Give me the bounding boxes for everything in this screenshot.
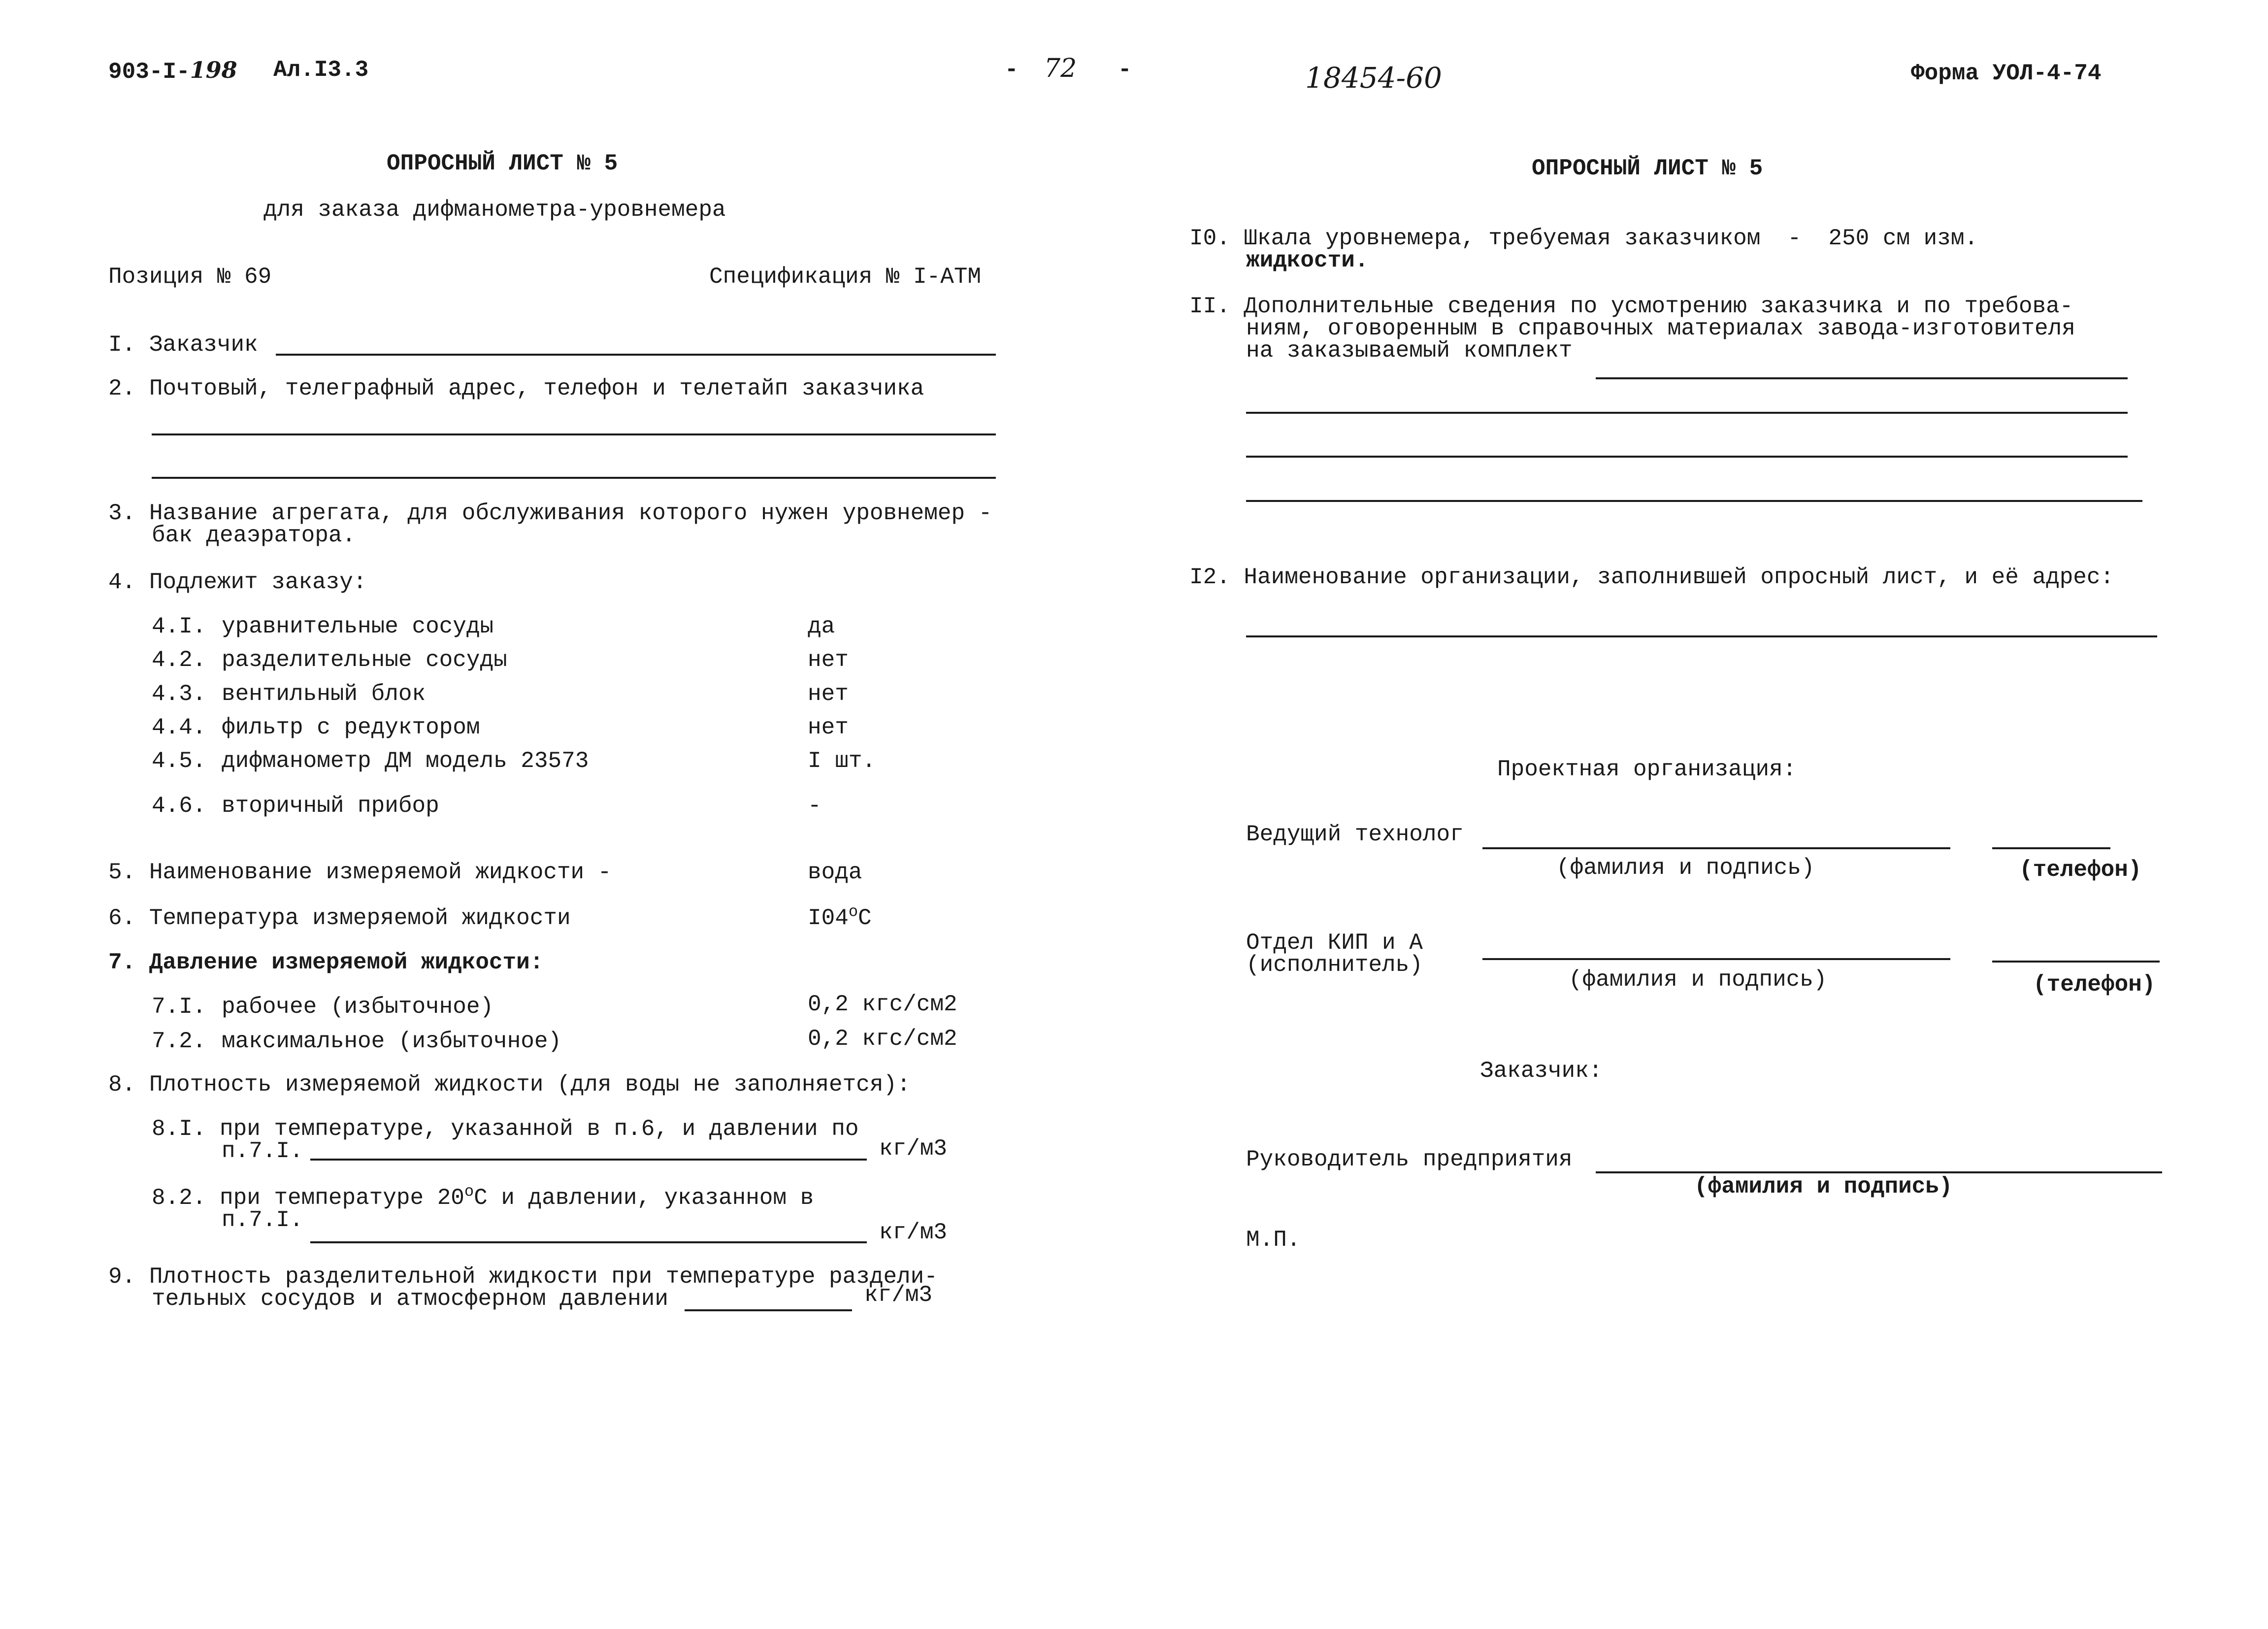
order-item-value: да (808, 614, 835, 639)
director-signature-line[interactable] (1596, 1171, 2162, 1173)
order-item-label: разделительные сосуды (222, 647, 507, 673)
q10-line2: жидкости. (1246, 248, 1369, 273)
order-item-value: нет (808, 681, 849, 707)
project-org-heading: Проектная организация: (1497, 757, 1797, 782)
pressure-item-num: 7.2. (152, 1029, 206, 1054)
order-item-label: вторичный прибор (222, 793, 439, 819)
q9-line2: тельных сосудов и атмосферном давлении (152, 1286, 668, 1312)
phone-caption: (телефон) (2033, 972, 2156, 997)
inventory-number: 18454-60 (1305, 61, 1442, 95)
q82-line2: п.7.I. (222, 1207, 303, 1233)
q11-value-line-2[interactable] (1246, 412, 2128, 414)
form-code: Форма УОЛ-4-74 (1911, 61, 2102, 86)
pressure-item-num: 7.I. (152, 994, 206, 1020)
specification-number: Спецификация № I-АТМ (709, 264, 982, 290)
q82-value-line[interactable] (310, 1241, 867, 1243)
q81-line2: п.7.I. (222, 1138, 303, 1164)
name-signature-caption: (фамилия и подпись) (1556, 855, 1815, 881)
order-item-value: нет (808, 647, 849, 673)
q81-line1: 8.I. при температуре, указанной в п.6, и давлении по (152, 1116, 859, 1142)
right-title: ОПРОСНЫЙ ЛИСТ № 5 (1532, 156, 1763, 181)
order-item-label: дифманометр ДМ модель 23573 (222, 748, 589, 774)
page-number: 72 (1044, 54, 1077, 83)
pressure-item-label: рабочее (избыточное) (222, 994, 494, 1020)
order-item-label: фильтр с редуктором (222, 715, 480, 740)
order-item-num: 4.4. (152, 715, 206, 740)
page-number-dash-left: - (1005, 57, 1019, 83)
q82-degree-sign: о (464, 1182, 474, 1201)
q9-line1: 9. Плотность разделительной жидкости при температуре раздели- (108, 1264, 938, 1290)
q81-value-line[interactable] (310, 1159, 867, 1161)
q12-value-line[interactable] (1246, 635, 2157, 637)
q5-liquid-name-value: вода (808, 860, 862, 885)
order-item-label: уравнительные сосуды (222, 614, 494, 639)
kip-dept-signature-line[interactable] (1482, 958, 1950, 960)
q2-address-line-2[interactable] (152, 477, 996, 479)
doc-code-printed: 903-I- (108, 59, 190, 85)
pressure-item-value: 0,2 кгс/см2 (808, 1026, 957, 1052)
q9-unit: кг/м3 (864, 1282, 933, 1308)
q11-line2: ниям, оговоренным в справочных материалах завода-изготовителя (1246, 316, 2075, 341)
q6-degree-sign: о (848, 902, 858, 921)
q11-value-line-1[interactable] (1596, 377, 2128, 379)
q3-unit-line1: 3. Название агрегата, для обслуживания которого нужен уровнемер - (108, 500, 992, 526)
order-item-num: 4.6. (152, 793, 206, 819)
customer-heading: Заказчик: (1480, 1058, 1603, 1084)
q11-value-line-4[interactable] (1246, 500, 2142, 502)
order-item-num: 4.2. (152, 647, 206, 673)
q11-value-line-3[interactable] (1246, 456, 2128, 458)
position-number: Позиция № 69 (108, 264, 272, 290)
order-item-label: вентильный блок (222, 681, 426, 707)
lead-technologist-phone-line[interactable] (1992, 847, 2110, 849)
lead-technologist-label: Ведущий технолог (1246, 822, 1464, 847)
kip-dept-phone-line[interactable] (1992, 961, 2160, 963)
director-label: Руководитель предприятия (1246, 1147, 1573, 1172)
order-item-num: 4.I. (152, 614, 206, 639)
q10-text: I0. Шкала уровнемера, требуемая заказчиком - (1189, 226, 1829, 251)
order-item-value: нет (808, 715, 849, 740)
q6-temperature-unit: С (858, 905, 872, 931)
q4-order-label: 4. Подлежит заказу: (108, 569, 367, 595)
order-item-num: 4.3. (152, 681, 206, 707)
order-item-value: - (808, 793, 822, 819)
q82-unit: кг/м3 (879, 1220, 948, 1245)
lead-technologist-signature-line[interactable] (1482, 847, 1950, 849)
q6-temperature-value (808, 902, 872, 931)
q7-pressure-label: 7. Давление измеряемой жидкости: (108, 950, 544, 975)
q1-customer-label: I. Заказчик (108, 332, 258, 358)
q10-line1 (1189, 227, 1978, 250)
phone-caption: (телефон) (2019, 857, 2142, 883)
doc-code (108, 58, 237, 84)
q9-value-line[interactable] (685, 1309, 852, 1311)
order-item-value: I шт. (808, 748, 876, 774)
q6-temperature-label: 6. Температура измеряемой жидкости (108, 905, 571, 931)
pressure-item-label: максимальное (избыточное) (222, 1029, 562, 1054)
q6-temperature-number: I04 (808, 905, 849, 931)
q12-organization-label: I2. Наименование организации, заполнившей опросный лист, и её адрес: (1189, 565, 2114, 590)
pressure-item-value: 0,2 кгс/см2 (808, 992, 957, 1017)
kip-dept-line2: (исполнитель) (1246, 952, 1423, 978)
left-subtitle: для заказа дифманометра-уровнемера (263, 197, 726, 223)
q8-density-label: 8. Плотность измеряемой жидкости (для воды не заполняется): (108, 1072, 911, 1097)
q5-liquid-name-label: 5. Наименование измеряемой жидкости - (108, 860, 612, 885)
q2-address-line-1[interactable] (152, 433, 996, 435)
order-item-num: 4.5. (152, 748, 206, 774)
q82-line1 (152, 1182, 814, 1211)
q10-scale-value: 250 см изм. (1828, 226, 1978, 251)
q81-unit: кг/м3 (879, 1136, 948, 1162)
q11-line3: на заказываемый комплект (1246, 338, 1573, 364)
doc-code-handwritten: 198 (190, 57, 237, 83)
album-number: Ал.I3.3 (273, 57, 369, 83)
name-signature-caption: (фамилия и подпись) (1569, 967, 1827, 993)
q1-customer-line[interactable] (276, 354, 996, 356)
name-signature-caption: (фамилия и подпись) (1694, 1174, 1953, 1199)
q82-line1-text-b: С и давлении, указанном в (474, 1185, 814, 1211)
q82-line1-text-a: 8.2. при температуре 20 (152, 1185, 464, 1211)
q11-line1: II. Дополнительные сведения по усмотрению заказчика и по требова- (1189, 294, 2073, 319)
q3-unit-line2: бак деаэратора. (152, 523, 356, 548)
page-number-dash-right: - (1118, 57, 1132, 83)
left-title: ОПРОСНЫЙ ЛИСТ № 5 (387, 151, 618, 176)
kip-dept-line1: Отдел КИП и А (1246, 930, 1423, 956)
stamp-place: М.П. (1246, 1227, 1301, 1253)
q2-address-label: 2. Почтовый, телеграфный адрес, телефон и телетайп заказчика (108, 376, 924, 401)
